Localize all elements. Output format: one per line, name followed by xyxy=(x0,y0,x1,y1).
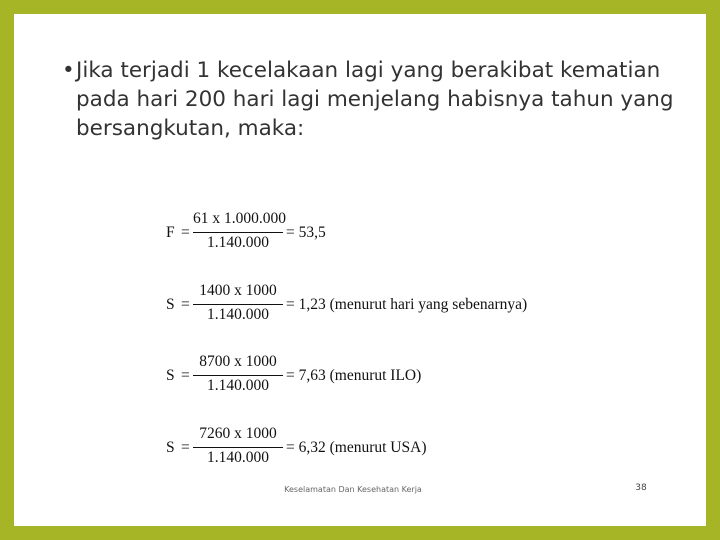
fraction-numerator: 61 x 1.000.000 xyxy=(193,210,286,227)
formula-variable: S xyxy=(166,296,175,313)
formula-result: = 1,23 (menurut hari yang sebenarnya) xyxy=(286,296,528,313)
formula-equals: = xyxy=(181,224,190,241)
formula-equals: = xyxy=(181,439,190,456)
formula-variable: S xyxy=(166,367,175,384)
page-number: 38 xyxy=(635,483,647,493)
fraction-bar xyxy=(193,375,283,376)
footer-title: Keselamatan Dan Kesehatan Kerja xyxy=(284,485,422,494)
bullet-marker: • xyxy=(62,58,75,83)
fraction-denominator: 1.140.000 xyxy=(207,377,269,394)
formula-equals: = xyxy=(181,367,190,384)
fraction-denominator: 1.140.000 xyxy=(207,234,269,251)
formula-variable: F xyxy=(166,224,175,241)
fraction-bar xyxy=(193,447,283,448)
fraction-bar xyxy=(193,232,283,233)
bullet-text: Jika terjadi 1 kecelakaan lagi yang berakibat kematian pada hari 200 hari lagi menjelang habisnya tahun yang bersangkutan, maka: xyxy=(76,58,674,141)
fraction-numerator: 7260 x 1000 xyxy=(199,425,277,442)
formula-variable: S xyxy=(166,439,175,456)
fraction-bar xyxy=(193,304,283,305)
formula-result: = 7,63 (menurut ILO) xyxy=(286,367,422,384)
formula-result: = 6,32 (menurut USA) xyxy=(286,439,427,456)
bullet-paragraph xyxy=(62,56,706,143)
fraction-denominator: 1.140.000 xyxy=(207,306,269,323)
fraction-numerator: 1400 x 1000 xyxy=(199,282,277,299)
formula-result: = 53,5 xyxy=(286,224,326,241)
fraction-denominator: 1.140.000 xyxy=(207,449,269,466)
formula-equals: = xyxy=(181,296,190,313)
fraction-numerator: 8700 x 1000 xyxy=(199,353,277,370)
